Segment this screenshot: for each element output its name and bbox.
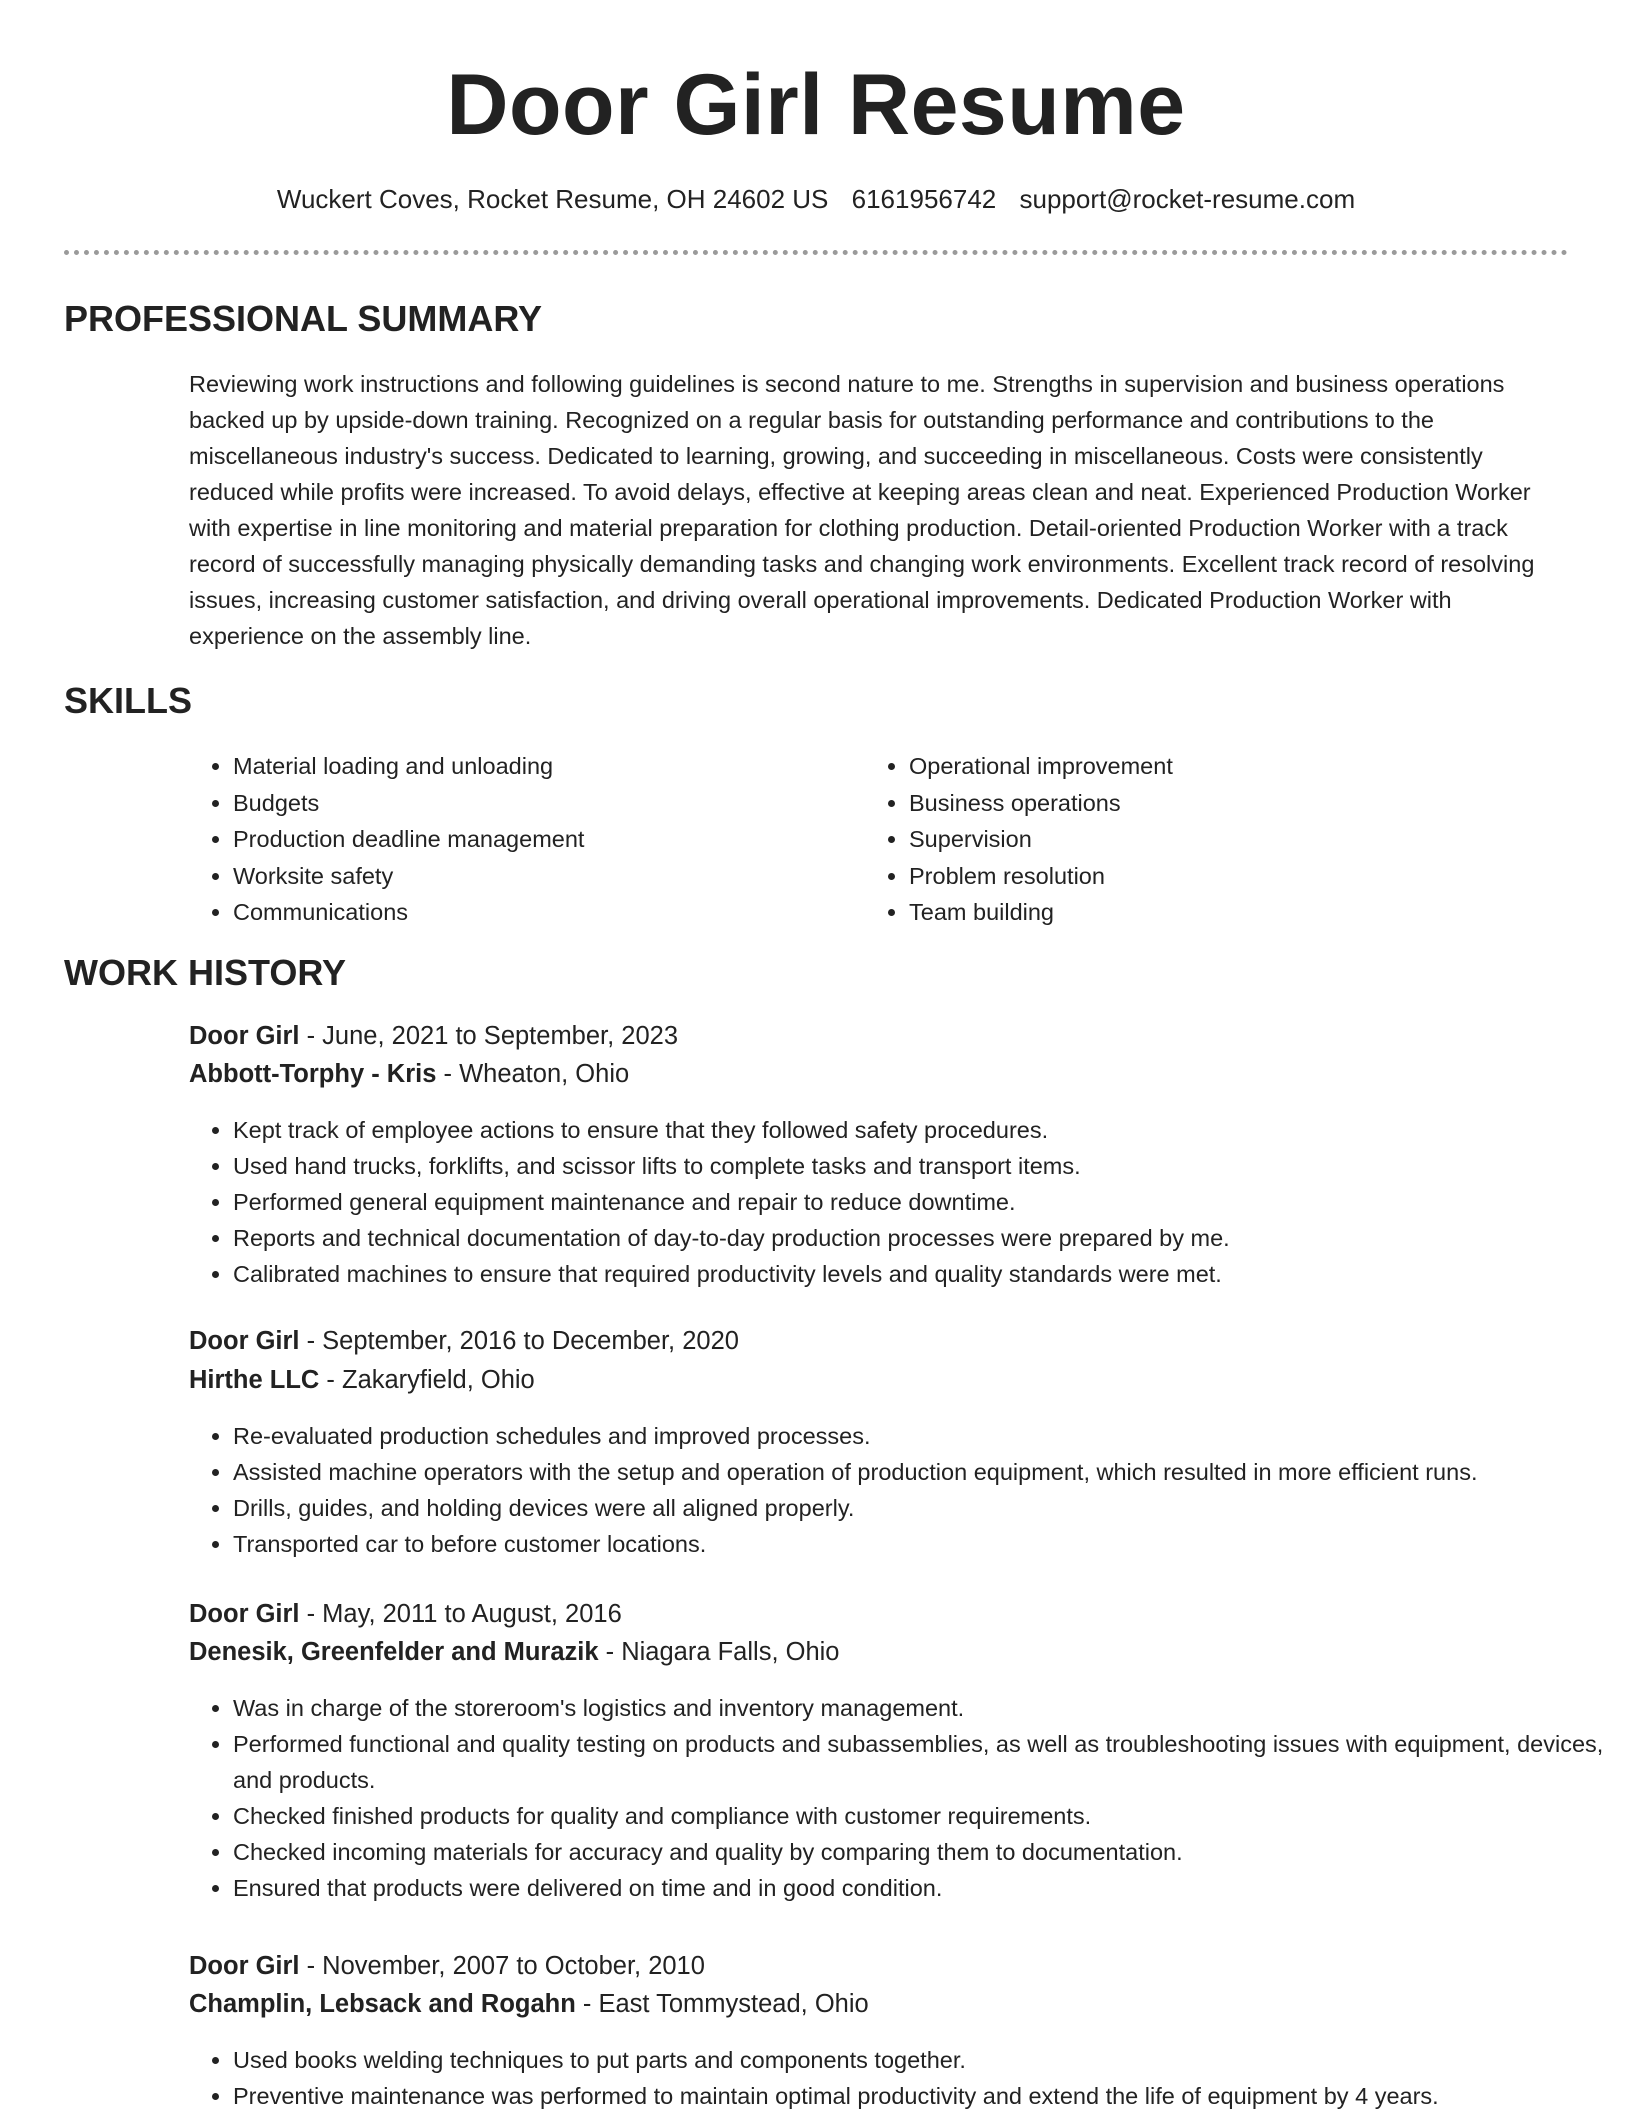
- job-title: Door Girl: [189, 1327, 300, 1355]
- job-dates: - November, 2007 to October, 2010: [299, 1952, 705, 1980]
- job-bullet: • Reports and technical documentation of day-to-day production processes were prepared by me.: [233, 1220, 1632, 1256]
- skill-item: • Operational improvement: [909, 748, 1549, 785]
- skill-item: • Budgets: [233, 785, 873, 822]
- header-divider: [64, 250, 1568, 255]
- job-bullet: • Transported car to before customer locations.: [233, 1526, 1632, 1562]
- skills-heading: SKILLS: [64, 680, 193, 721]
- skill-item: • Communications: [233, 894, 873, 931]
- job-bullet: • Performed functional and quality testing on products and subassemblies, as well as troubleshooting issues with equipment, devices, and products.: [233, 1726, 1632, 1798]
- skill-item: • Supervision: [909, 821, 1549, 858]
- job-location: - East Tommystead, Ohio: [575, 1990, 869, 2018]
- job-title: Door Girl: [189, 1022, 300, 1050]
- job-bullet: • Kept track of employee actions to ensure that they followed safety procedures.: [233, 1112, 1632, 1148]
- contact-address: Wuckert Coves, Rocket Resume, OH 24602 US: [276, 184, 829, 214]
- summary-heading: PROFESSIONAL SUMMARY: [64, 298, 543, 339]
- job-bullet: • Was in charge of the storeroom's logistics and inventory management.: [233, 1690, 1632, 1726]
- work-history-heading: WORK HISTORY: [64, 952, 347, 993]
- job-dates: - May, 2011 to August, 2016: [299, 1600, 622, 1628]
- job-bullets: [189, 2042, 1632, 2114]
- job-bullet: • Preventive maintenance was performed to maintain optimal productivity and extend the life of equipment by 4 years.: [233, 2078, 1632, 2114]
- job-company-line: [189, 1990, 869, 2019]
- job-title-line: [189, 1327, 739, 1356]
- job-location: - Zakaryfield, Ohio: [319, 1366, 535, 1394]
- skills-list-right: [865, 748, 1549, 931]
- job-company-line: [189, 1060, 629, 1089]
- job-bullet: • Performed general equipment maintenance and repair to reduce downtime.: [233, 1184, 1632, 1220]
- job-title: Door Girl: [189, 1952, 300, 1980]
- job-bullet: • Checked finished products for quality and compliance with customer requirements.: [233, 1798, 1632, 1834]
- skill-item: • Production deadline management: [233, 821, 873, 858]
- job-dates: - June, 2021 to September, 2023: [299, 1022, 679, 1050]
- job-bullet: • Used books welding techniques to put parts and components together.: [233, 2042, 1632, 2078]
- job-bullet: • Used hand trucks, forklifts, and scissor lifts to complete tasks and transport items.: [233, 1148, 1632, 1184]
- job-bullet: • Re-evaluated production schedules and improved processes.: [233, 1418, 1632, 1454]
- job-bullet: • Checked incoming materials for accuracy and quality by comparing them to documentation.: [233, 1834, 1632, 1870]
- job-company-line: [189, 1366, 535, 1395]
- contact-line: [0, 184, 1632, 215]
- summary-text: Reviewing work instructions and following guidelines is second nature to me. Strengths in supervision and business operations backed up by upside-down training. Recognized on a regular basis for outstanding performance and contributions to the miscellaneous industry's success. Dedicated to learning, growing, and succeeding in miscellaneous. Costs were consistently reduced while profits were increased. To avoid delays, effective at keeping areas clean and neat. Experienced Production Worker with expertise in line monitoring and material preparation for clothing production. Detail-oriented Production Worker with a track record of successfully managing physically demanding tasks and changing work environments. Excellent track record of resolving issues, increasing customer satisfaction, and driving overall operational improvements. Dedicated Production Worker with experience on the assembly line.: [189, 371, 1535, 649]
- job-location: - Niagara Falls, Ohio: [598, 1638, 840, 1666]
- job-bullet: • Calibrated machines to ensure that required productivity levels and quality standards were met.: [233, 1256, 1632, 1292]
- job-title-line: [189, 1600, 622, 1629]
- skill-item: • Problem resolution: [909, 858, 1549, 895]
- job-bullets: [189, 1418, 1632, 1562]
- job-dates: - September, 2016 to December, 2020: [299, 1327, 739, 1355]
- job-title-line: [189, 1952, 705, 1981]
- skills-list-left: [189, 748, 873, 931]
- skill-item: • Worksite safety: [233, 858, 873, 895]
- job-bullet: • Ensured that products were delivered on time and in good condition.: [233, 1870, 1632, 1906]
- job-company: Denesik, Greenfelder and Murazik: [189, 1638, 599, 1666]
- skill-item: • Team building: [909, 894, 1549, 931]
- job-bullets: [189, 1690, 1632, 1906]
- job-location: - Wheaton, Ohio: [436, 1060, 630, 1088]
- job-title: Door Girl: [189, 1600, 300, 1628]
- job-company: Champlin, Lebsack and Rogahn: [189, 1990, 576, 2018]
- contact-email: support@rocket-resume.com: [1019, 184, 1356, 214]
- job-bullet: • Drills, guides, and holding devices were all aligned properly.: [233, 1490, 1632, 1526]
- job-bullet: • Assisted machine operators with the setup and operation of production equipment, which resulted in more efficient runs.: [233, 1454, 1632, 1490]
- job-company-line: [189, 1638, 839, 1667]
- skill-item: • Material loading and unloading: [233, 748, 873, 785]
- skill-item: • Business operations: [909, 785, 1549, 822]
- job-company: Hirthe LLC: [189, 1366, 320, 1394]
- job-company: Abbott-Torphy - Kris: [189, 1060, 437, 1088]
- job-title-line: [189, 1022, 678, 1051]
- resume-title: Door Girl Resume: [446, 57, 1186, 153]
- contact-phone: 6161956742: [851, 184, 997, 214]
- job-bullets: [189, 1112, 1632, 1292]
